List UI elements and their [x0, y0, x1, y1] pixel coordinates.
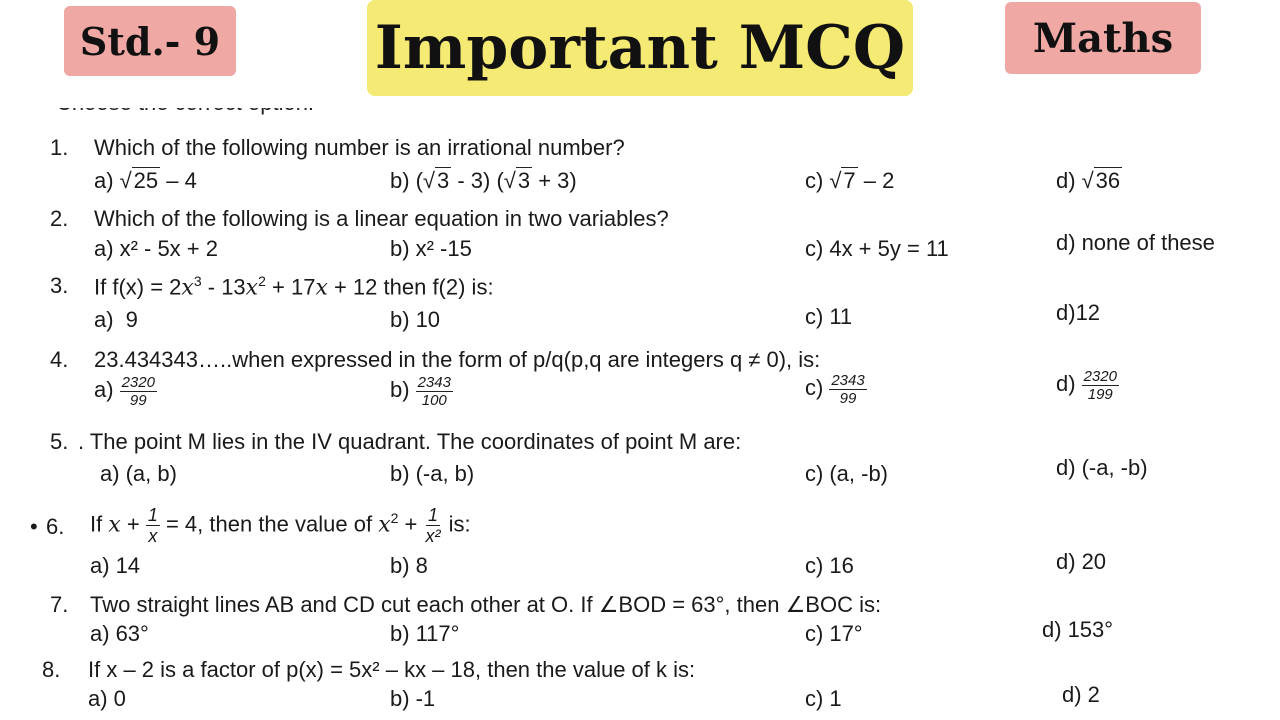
option-d: d) √36 [1056, 168, 1121, 193]
option-b: b) -1 [390, 686, 436, 711]
option-a: a) x² - 5x + 2 [94, 236, 218, 261]
option-d: d) none of these [1056, 230, 1215, 255]
option-d: d) 20 [1056, 549, 1107, 574]
option-c: c) √7 – 2 [805, 168, 895, 193]
question-number: 6. [46, 514, 65, 539]
option-c: c) (a, -b) [805, 461, 889, 486]
option-d: d) 2 [1062, 682, 1100, 707]
option-a: a) 9 [94, 307, 138, 332]
option-b: b) (√3 - 3) (√3 + 3) [390, 168, 577, 193]
option-c: c) 4x + 5y = 11 [805, 236, 949, 261]
option-d: d) (-a, -b) [1056, 455, 1148, 480]
header-banner [0, 0, 1280, 108]
option-d: d)12 [1056, 300, 1101, 325]
option-c: c) $\frac{2343}{99}$ [805, 372, 865, 407]
question-number: 2. [50, 206, 69, 231]
option-a: a) 63° [90, 621, 149, 646]
std-badge: Std.- 9 [64, 6, 236, 76]
question-number: 5. [50, 429, 69, 454]
option-d: d) 153° [1042, 617, 1114, 642]
question-number: 8. [42, 657, 61, 682]
question-text: 23.434343…..when expressed in the form of p/q(p,q are integers q ≠ 0), is: [94, 347, 821, 372]
option-d: d) $\frac{2320}{199}$ [1056, 368, 1117, 403]
option-b: b) (-a, b) [390, 461, 475, 486]
option-b: b) x² -15 [390, 236, 472, 261]
question-number: 1. [50, 135, 69, 160]
option-a: a) (a, b) [100, 461, 177, 486]
option-b: b) 117° [390, 621, 460, 646]
option-b: b) 10 [390, 307, 441, 332]
option-c: c) 16 [805, 553, 854, 578]
question-number: 3. [50, 273, 69, 298]
option-b: b) $\frac{2343}{100}$ [390, 374, 451, 409]
question-6 [0, 505, 1280, 555]
option-c: c) 1 [805, 686, 842, 711]
option-a: a) 0 [88, 686, 126, 711]
option-b: b) 8 [390, 553, 428, 578]
option-c: c) 17° [805, 621, 863, 646]
option-a: a) √25 – 4 [94, 168, 197, 193]
question-text: . The point M lies in the IV quadrant. The coordinates of point M are: [78, 429, 742, 454]
question-number: 7. [50, 592, 69, 617]
question-text: If x – 2 is a factor of p(x) = 5x² – kx – 18, then the value of k is: [88, 657, 696, 682]
question-text: Two straight lines AB and CD cut each other at O. If ∠BOD = 63°, then ∠BOC is: [90, 592, 882, 617]
option-c: c) 11 [805, 304, 853, 329]
question-number: 4. [50, 347, 69, 372]
bullet-mark: • [30, 514, 38, 539]
option-a: a) 14 [90, 553, 141, 578]
subject-badge: Maths [1005, 2, 1201, 74]
question-text: If $f(x) = 2x^3 - 13x^2 + 17x + 12$ then f(2) is: [94, 273, 494, 301]
question-text: If x + $\frac{1}{x}$ = 4, then the value of $x^2$ + $\frac{1}{\text{x²}}$ is: [90, 505, 471, 546]
question-text: Which of the following number is an irrational number? [94, 135, 625, 160]
option-a: a) $\frac{2320}{99}$ [94, 374, 155, 409]
question-text: Which of the following is a linear equation in two variables? [94, 206, 669, 231]
page-title: Important MCQ [367, 0, 913, 96]
